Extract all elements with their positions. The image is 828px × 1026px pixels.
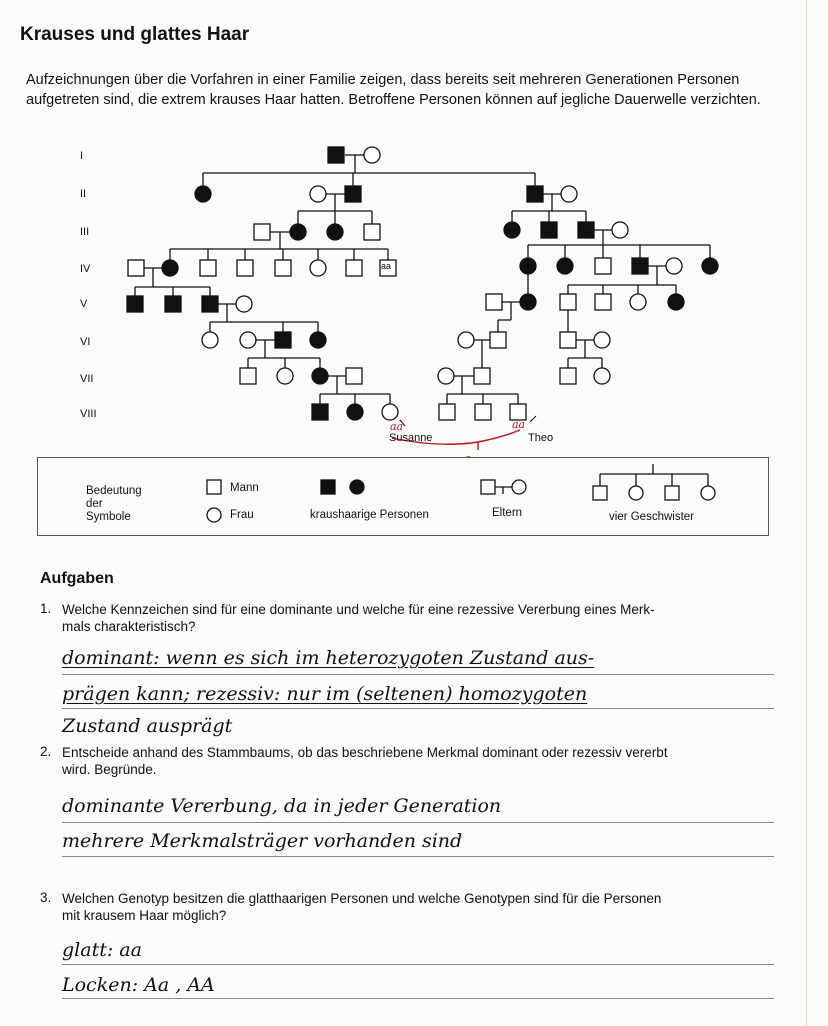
pedigree-chart (0, 0, 828, 470)
gen5-right-male-inlaw (486, 294, 502, 310)
gen2-female-center (310, 186, 326, 202)
theo-aa-annotation: aa (512, 418, 526, 431)
gen6-right-female-inlaw (458, 332, 474, 348)
gen3-right-female-affected (504, 222, 520, 238)
legend-frau: Frau (230, 509, 254, 521)
gen8-female-affected (347, 404, 363, 420)
q3-text-line2: mit krausem Haar möglich? (62, 908, 227, 923)
gen4-female-affected (162, 260, 178, 276)
legend-siblings: vier Geschwister (609, 511, 694, 523)
gen3-right-male-affected (541, 222, 557, 238)
q2-text-line2: wird. Begründe. (62, 762, 157, 777)
gen6-right-female-2 (594, 332, 610, 348)
gen2-male-affected-right (527, 186, 543, 202)
gen7-right-male-2 (560, 368, 576, 384)
gen5-right-male-2 (595, 294, 611, 310)
gen5-right-male-1 (560, 294, 576, 310)
gen5-female-inlaw (236, 296, 252, 312)
gen5-right-female (630, 294, 646, 310)
gen4-right-female-affected-3 (702, 258, 718, 274)
legend-parents: Eltern (492, 507, 523, 519)
q2-text-line1: Entscheide anhand des Stammbaums, ob das beschriebene Merkmal dominant oder rezessiv vererbt (62, 745, 668, 760)
legend-heading: Bedeutung der Symbole (86, 485, 142, 523)
gen7-male (240, 368, 256, 384)
gen3-right-male-affected-2 (578, 222, 594, 238)
legend-male-icon (207, 480, 221, 494)
gen8-male-affected (312, 404, 328, 420)
gen8-right-male-1 (439, 404, 455, 420)
gen6-female-affected (310, 332, 326, 348)
q1-number: 1. (40, 601, 52, 616)
legend-box (37, 457, 769, 536)
gen6-male-affected (275, 332, 291, 348)
q1-answer-line2: prägen kann; rezessiv: nur im (seltenen) homozygoten (62, 683, 588, 705)
legend-affected: kraushaarige Personen (310, 509, 429, 521)
legend-female-icon (207, 508, 221, 522)
gen5-male-affected-2 (165, 296, 181, 312)
box-aa-annotation: aa (381, 261, 392, 271)
q1-text-line2: mals charakteristisch? (62, 619, 196, 634)
gen2-female-affected-left (195, 186, 211, 202)
gen3-female-affected (290, 224, 306, 240)
legend-sibling-1 (593, 486, 607, 500)
gen4-right-male (595, 258, 611, 274)
gen4-male-2 (237, 260, 253, 276)
gen2-female-right (561, 186, 577, 202)
gen6-right-male-2 (560, 332, 576, 348)
q1-text-line1: Welche Kennzeichen sind für eine dominante und welche für eine rezessive Vererbung eines Merk- (62, 602, 655, 617)
q2-number: 2. (40, 744, 52, 759)
legend-sibling-3 (665, 486, 679, 500)
gen7-right-female-2 (594, 368, 610, 384)
q1-answer-line3: Zustand ausprägt (62, 715, 233, 737)
gen6-female (202, 332, 218, 348)
q1-answer-line1: dominant: wenn es sich im heterozygoten Zustand aus- (62, 647, 595, 669)
gen4-right-female-affected-2 (557, 258, 573, 274)
gen4-male-4 (346, 260, 362, 276)
gen3-right-female-inlaw (612, 222, 628, 238)
gen4-male-1 (200, 260, 216, 276)
q3-writing-line-2 (62, 998, 774, 999)
legend-parents-male-icon (481, 480, 495, 494)
gen-label-7: VII (80, 373, 94, 385)
gen-label-5: V (80, 298, 88, 310)
theo-arrow (530, 416, 536, 422)
legend-affected-male-icon (321, 480, 335, 494)
gen3-male-inlaw (254, 224, 270, 240)
gen5-right-female-affected (520, 294, 536, 310)
q3-text-line1: Welchen Genotyp besitzen die glatthaarigen Personen und welche Genotypen sind für die Personen (62, 891, 662, 906)
gen1-male-affected (328, 147, 344, 163)
gen5-male-affected-3 (202, 296, 218, 312)
gen3-female-affected-2 (327, 224, 343, 240)
intro-paragraph: Aufzeichnungen über die Vorfahren in einer Familie zeigen, dass bereits seit mehreren Generationen Personen aufgetreten sind, die extrem krauses Haar hatten. Betroffene Personen können auf jegliche Dauerwelle verzichten. (26, 72, 761, 108)
q2-answer-line1: dominante Vererbung, da in jeder Generation (62, 795, 502, 817)
q3-answer-line2: Locken: Aa , AA (62, 974, 215, 996)
gen2-male-affected-center (345, 186, 361, 202)
gen7-female-affected (312, 368, 328, 384)
theo-label: Theo (528, 432, 554, 444)
gen4-right-male-affected (632, 258, 648, 274)
gen4-female (310, 260, 326, 276)
legend-mann: Mann (230, 482, 259, 494)
gen4-male-3 (275, 260, 291, 276)
gen-label-2: II (80, 188, 87, 200)
gen4-right-female-inlaw (666, 258, 682, 274)
gen6-right-male (490, 332, 506, 348)
gen-label-6: VI (80, 336, 91, 348)
legend-sibling-4 (701, 486, 715, 500)
q2-answer-line2: mehrere Merkmalsträger vorhanden sind (62, 830, 463, 852)
gen-label-8: VIII (80, 408, 97, 420)
gen4-male-inlaw (128, 260, 144, 276)
gen7-female (277, 368, 293, 384)
susanne-symbol (382, 404, 398, 420)
q1-writing-line-1 (62, 674, 774, 675)
legend-parents-female-icon (512, 480, 526, 494)
gen-label-1: I (80, 150, 84, 162)
q3-writing-line-1 (62, 964, 774, 965)
gen7-right-female-inlaw (438, 368, 454, 384)
gen7-right-male (474, 368, 490, 384)
gen-label-4: IV (80, 263, 91, 275)
gen5-right-female-affected-2 (668, 294, 684, 310)
gen-label-3: III (80, 226, 90, 238)
q2-writing-line-2 (62, 856, 774, 857)
q3-number: 3. (40, 890, 52, 905)
susanne-label: Susanne (389, 432, 433, 444)
gen3-male (364, 224, 380, 240)
aufgaben-heading: Aufgaben (40, 570, 114, 587)
susanne-aa-annotation: aa (390, 420, 404, 433)
page-title: Krauses und glattes Haar (20, 24, 250, 45)
q2-writing-line-1 (62, 822, 774, 823)
gen8-right-male-2 (475, 404, 491, 420)
gen1-female (364, 147, 380, 163)
legend-affected-female-icon (350, 480, 364, 494)
q3-answer-line1: glatt: aa (62, 939, 142, 961)
gen5-male-affected-1 (127, 296, 143, 312)
gen6-female-inlaw (240, 332, 256, 348)
legend-sibling-2 (629, 486, 643, 500)
gen7-male-inlaw (346, 368, 362, 384)
q1-writing-line-2 (62, 708, 774, 709)
